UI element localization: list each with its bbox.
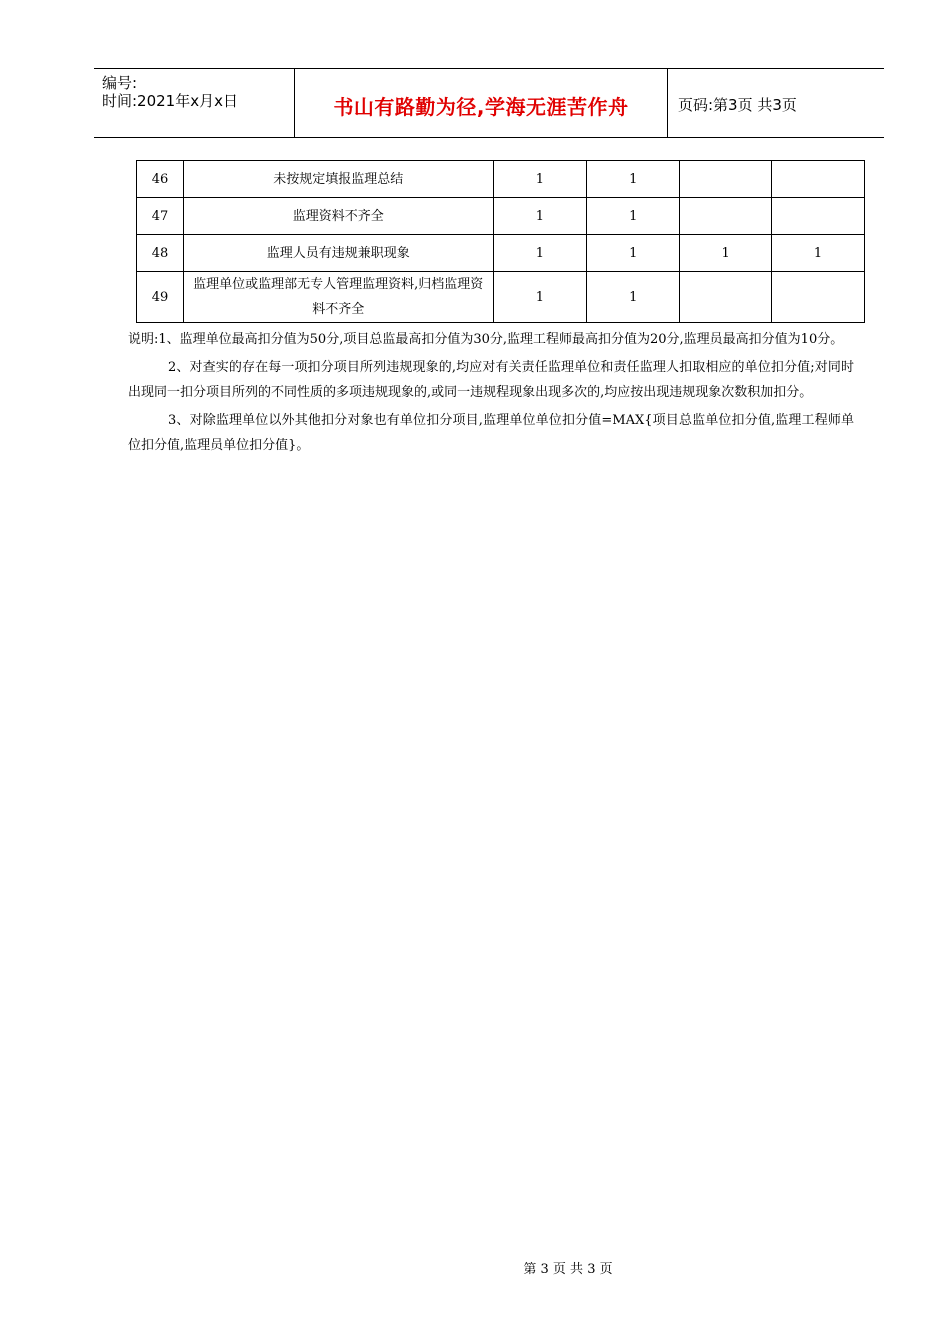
note-2: 2、对查实的存在每一项扣分项目所列违规现象的,均应对有关责任监理单位和责任监理人扣取相应的单位扣分值;对同时出现同一扣分项目所列的不同性质的多项违规现象的,或同一违规程现象出现多次的,均应按出现违规现象次数积加扣分。	[128, 360, 854, 400]
table-row	[137, 161, 865, 198]
score-cell: 1	[587, 272, 680, 323]
time-label: 时间:2021年x月x日	[102, 92, 238, 110]
header-motto-cell	[295, 69, 668, 137]
page-header	[94, 68, 884, 138]
table-row	[137, 198, 865, 235]
row-number: 48	[137, 235, 184, 272]
header-left-cell	[94, 69, 295, 137]
score-cell: 1	[587, 198, 680, 235]
row-number: 46	[137, 161, 184, 198]
row-number: 47	[137, 198, 184, 235]
score-cell: 1	[680, 235, 772, 272]
row-item: 监理单位或监理部无专人管理监理资料,归档监理资料不齐全	[183, 272, 493, 323]
score-cell: 1	[587, 161, 680, 198]
score-cell: 1	[493, 235, 587, 272]
row-item: 监理人员有违规兼职现象	[183, 235, 493, 272]
serial-label: 编号:	[102, 74, 138, 92]
notes-section	[128, 327, 854, 461]
motto-text: 书山有路勤为径,学海无涯苦作舟	[333, 95, 629, 119]
note-1: 说明:1、监理单位最高扣分值为50分,项目总监最高扣分值为30分,监理工程师最高扣分值为20分,监理员最高扣分值为10分。	[128, 332, 844, 347]
row-number: 49	[137, 272, 184, 323]
deduction-table	[136, 160, 865, 323]
score-cell: 1	[587, 235, 680, 272]
header-page-cell	[668, 69, 884, 137]
score-cell	[680, 198, 772, 235]
score-cell	[680, 272, 772, 323]
table-row	[137, 272, 865, 323]
page-footer	[0, 1258, 950, 1277]
table-row	[137, 235, 865, 272]
score-cell	[772, 198, 865, 235]
row-item: 未按规定填报监理总结	[183, 161, 493, 198]
footer-page-number: 第 3 页 共 3 页	[523, 1262, 613, 1277]
score-cell	[680, 161, 772, 198]
score-cell	[772, 272, 865, 323]
score-cell: 1	[772, 235, 865, 272]
score-cell: 1	[493, 272, 587, 323]
note-3: 3、对除监理单位以外其他扣分对象也有单位扣分项目,监理单位单位扣分值=MAX{项目总监单位扣分值,监理工程师单位扣分值,监理员单位扣分值}。	[128, 413, 854, 453]
score-cell	[772, 161, 865, 198]
row-item: 监理资料不齐全	[183, 198, 493, 235]
page-number-label: 页码:第3页 共3页	[678, 96, 797, 114]
score-cell: 1	[493, 198, 587, 235]
score-cell: 1	[493, 161, 587, 198]
